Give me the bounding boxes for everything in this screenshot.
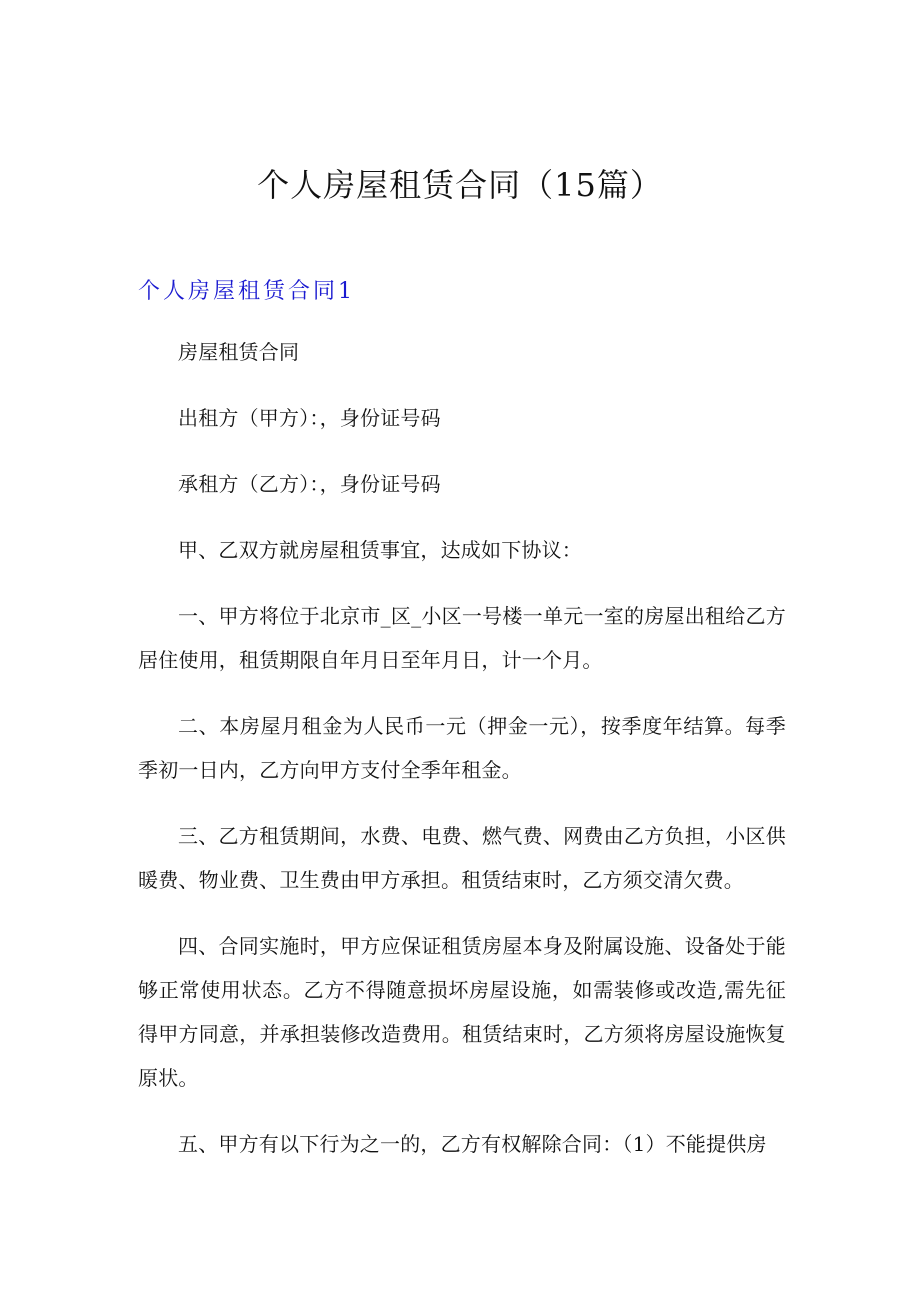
paragraph: 四、合同实施时，甲方应保证租赁房屋本身及附属设施、设备处于能够正常使用状态。乙方不得随意损坏房屋设施，如需装修或改造,需先征得甲方同意，并承担装修改造费用。租赁结束时，乙方须将房屋设施恢复原状。 <box>138 934 786 1090</box>
paragraph: 出租方（甲方）：，身份证号码 <box>178 406 441 430</box>
document-title: 个人房屋租赁合同（15篇） <box>257 166 663 204</box>
paragraph: 甲、乙双方就房屋租赁事宜，达成如下协议： <box>178 538 582 562</box>
section-heading: 个人房屋租赁合同1 <box>138 279 355 304</box>
paragraph: 房屋租赁合同 <box>178 340 300 364</box>
paragraph: 三、乙方租赁期间，水费、电费、燃气费、网费由乙方负担，小区供暖费、物业费、卫生费由甲方承担。租赁结束时，乙方须交清欠费。 <box>138 824 786 892</box>
paragraph: 五、甲方有以下行为之一的，乙方有权解除合同：（1）不能提供房 <box>178 1132 767 1156</box>
paragraph: 承租方（乙方）：，身份证号码 <box>178 472 441 496</box>
paragraph: 二、本房屋月租金为人民币一元（押金一元），按季度年结算。每季季初一日内，乙方向甲方支付全季年租金。 <box>138 714 786 782</box>
document-body <box>138 330 786 1188</box>
paragraph: 一、甲方将位于北京市_区_小区一号楼一单元一室的房屋出租给乙方居住使用，租赁期限自年月日至年月日，计一个月。 <box>138 604 786 672</box>
